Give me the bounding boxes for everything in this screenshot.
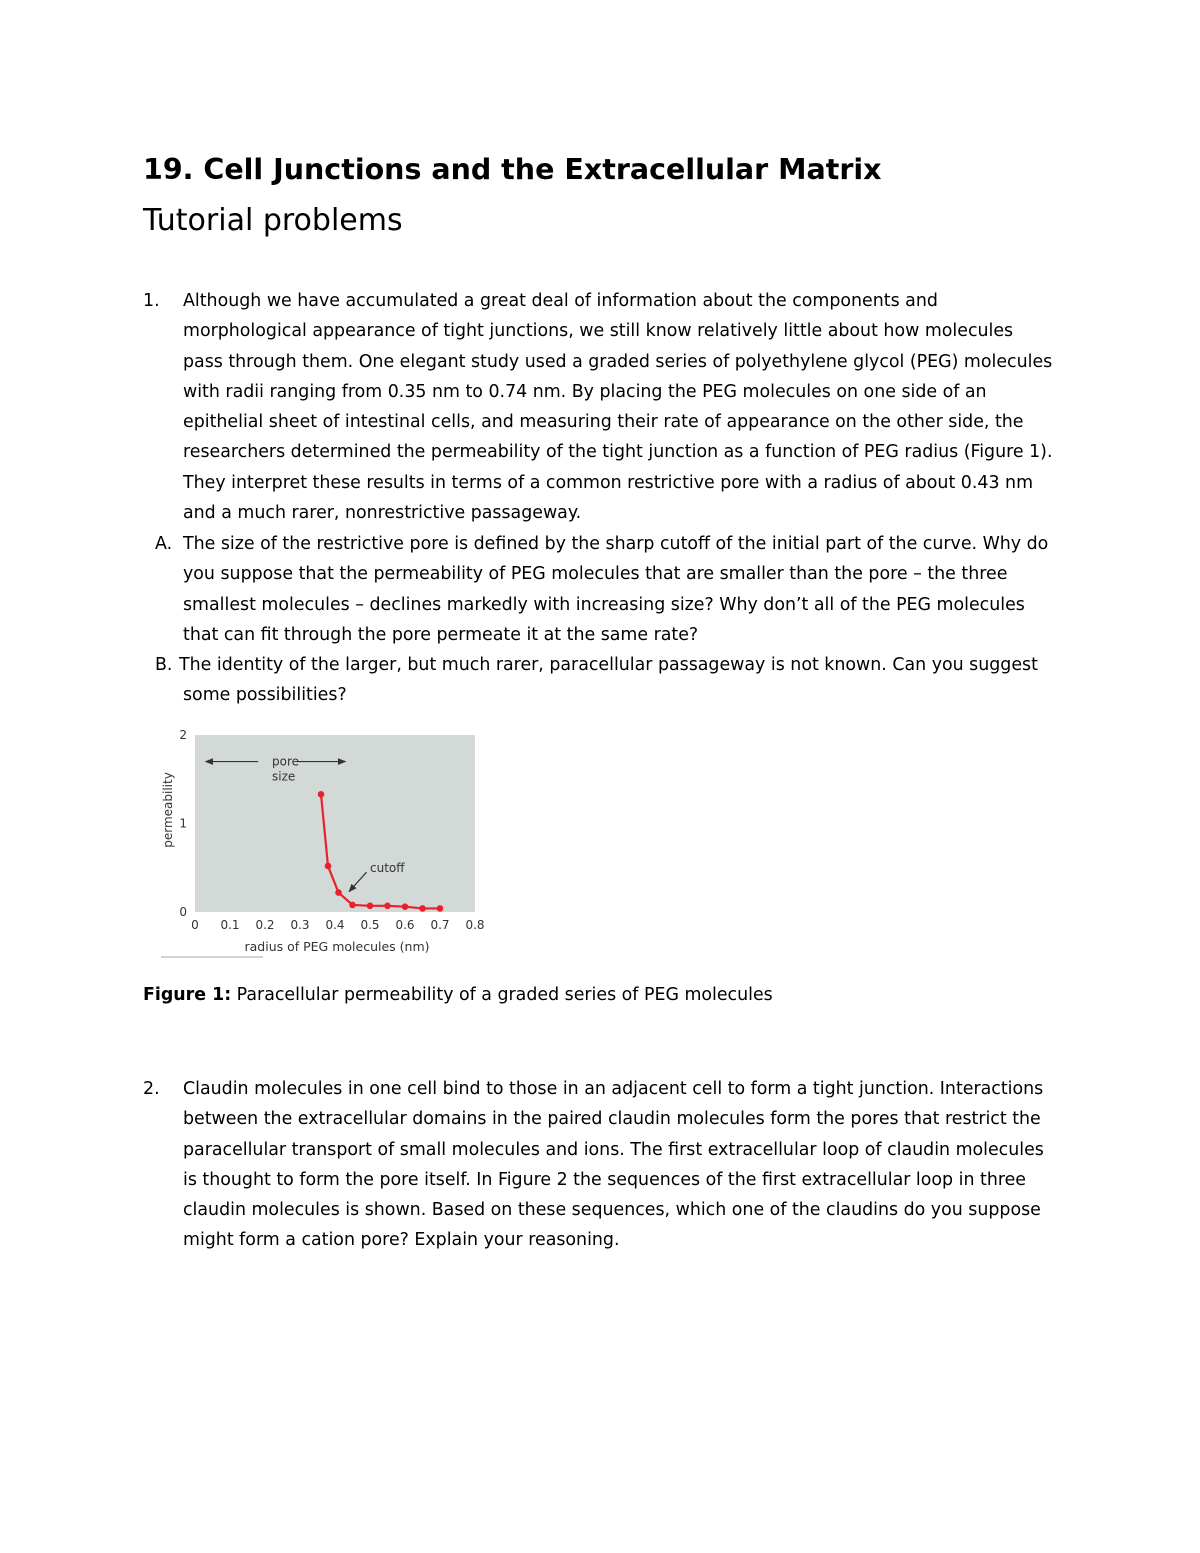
size-annotation: size — [272, 769, 296, 784]
text-line: that can fit through the pore permeate it at the same rate? — [183, 624, 699, 645]
page-subtitle: Tutorial problems — [143, 203, 403, 238]
page-title: 19. Cell Junctions and the Extracellular Matrix — [143, 153, 882, 186]
text-line: epithelial sheet of intestinal cells, and measuring their rate of appearance on the other side, the — [183, 412, 1024, 433]
data-point — [318, 791, 325, 798]
text-line: pass through them. One elegant study used a graded series of polyethylene glycol (PEG) molecules — [183, 351, 1053, 372]
text-line: and a much rarer, nonrestrictive passageway. — [183, 503, 582, 524]
y-tick-label: 2 — [179, 728, 187, 742]
text-line: morphological appearance of tight junctions, we still know relatively little about how molecules — [183, 321, 1014, 342]
text-line: claudin molecules is shown. Based on these sequences, which one of the claudins do you suppose — [183, 1200, 1041, 1221]
x-tick-label: 0.1 — [220, 918, 240, 932]
text-line: They interpret these results in terms of a common restrictive pore with a radius of about 0.43 nm — [183, 472, 1034, 493]
question-2 — [143, 1074, 1143, 1264]
question-1-number: 1. — [143, 291, 160, 311]
question-1-text — [183, 286, 1073, 528]
caption-label: Figure 1: — [143, 985, 232, 1005]
pore-annotation: pore — [272, 754, 300, 769]
x-tick-label: 0 — [191, 918, 199, 932]
text-line: The size of the restrictive pore is defined by the sharp cutoff of the initial part of the curve. Why do — [183, 534, 1049, 554]
cutoff-annotation: cutoff — [370, 861, 405, 876]
text-line: between the extracellular domains in the paired claudin molecules form the pores that restrict the — [183, 1109, 1041, 1130]
question-2-text — [183, 1074, 1073, 1256]
x-tick-label: 0.4 — [325, 918, 345, 932]
x-tick-label: 0.3 — [290, 918, 310, 932]
x-tick-label: 0.7 — [430, 918, 450, 932]
x-tick-label: 0.8 — [465, 918, 485, 932]
y-axis-label: permeability — [161, 772, 175, 848]
part-b-text — [179, 650, 1069, 711]
text-line: smallest molecules – declines markedly with increasing size? Why don’t all of the PEG molecules — [183, 594, 1025, 615]
data-point — [335, 889, 342, 896]
text-line: The identity of the larger, but much rarer, paracellular passageway is not known. Can you suggest — [179, 655, 1038, 675]
y-tick-label: 1 — [179, 816, 187, 831]
text-line: paracellular transport of small molecules and ions. The first extracellular loop of claudin molecules — [183, 1139, 1044, 1160]
data-point — [325, 863, 332, 870]
text-line: Although we have accumulated a great deal of information about the components and — [183, 291, 938, 311]
x-tick-label: 0.6 — [395, 918, 415, 932]
data-point — [419, 905, 426, 912]
y-tick-label: 0 — [179, 905, 187, 919]
question-1-part-b — [155, 650, 1155, 715]
text-line: with radii ranging from 0.35 nm to 0.74 nm. By placing the PEG molecules on one side of an — [183, 381, 987, 402]
text-line: some possibilities? — [183, 685, 347, 706]
text-line: researchers determined the permeability of the tight junction as a function of PEG radius (Figure 1). — [183, 442, 1053, 463]
text-line: might form a cation pore? Explain your reasoning. — [183, 1230, 620, 1251]
question-1-part-a — [155, 529, 1155, 654]
permeability-chart-svg — [155, 725, 495, 965]
caption-text: Paracellular permeability of a graded series of PEG molecules — [231, 985, 773, 1005]
figure-1-caption — [143, 985, 773, 1005]
figure-1-chart — [155, 725, 495, 965]
question-2-number: 2. — [143, 1079, 160, 1099]
text-line: Claudin molecules in one cell bind to those in an adjacent cell to form a tight junction. Interactions — [183, 1079, 1044, 1099]
data-point — [402, 903, 409, 910]
data-point — [349, 902, 356, 909]
part-a-text — [183, 529, 1073, 650]
question-1 — [143, 286, 1143, 536]
data-point — [384, 903, 391, 910]
text-line: you suppose that the permeability of PEG molecules that are smaller than the pore – the three — [183, 564, 1008, 585]
x-tick-label: 0.2 — [255, 918, 275, 932]
part-a-label: A. — [155, 534, 173, 554]
x-axis-label: radius of PEG molecules (nm) — [244, 939, 430, 954]
text-line: is thought to form the pore itself. In Figure 2 the sequences of the first extracellular loop in three — [183, 1169, 1027, 1190]
data-point — [367, 903, 374, 910]
x-tick-label: 0.5 — [360, 918, 380, 932]
part-b-label: B. — [155, 655, 173, 675]
data-point — [437, 905, 444, 912]
